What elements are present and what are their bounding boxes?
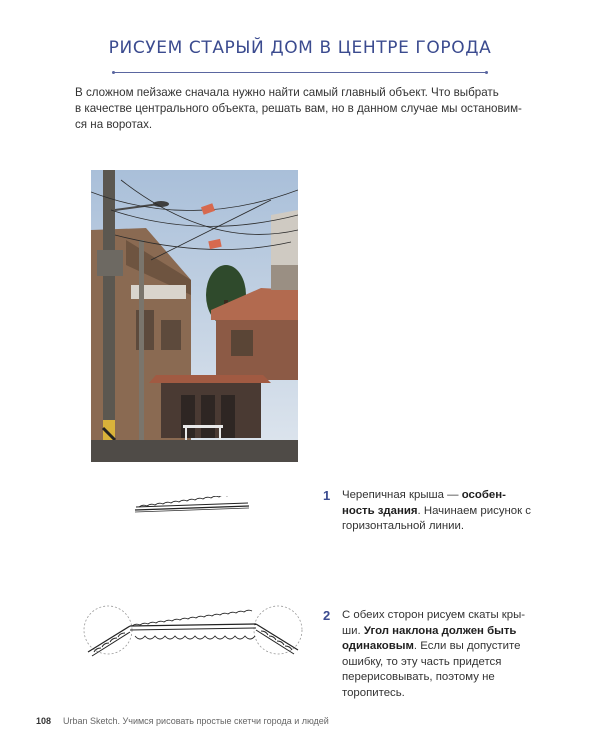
step-text-part: Черепичная крыша —: [342, 489, 462, 501]
step-number: 1: [323, 488, 331, 503]
page-title: РИСУЕМ СТАРЫЙ ДОМ В ЦЕНТРЕ ГОРОДА: [108, 38, 492, 58]
step-text-bold: Угол наклона должен быть одинаковым: [342, 624, 517, 652]
step-text: [342, 488, 533, 535]
intro-line: В сложном пейзаже сначала нужно найти самый главный объект. Что выбрать: [75, 86, 499, 99]
step-2: [323, 608, 533, 701]
step-number: 2: [323, 608, 331, 623]
page-number: 108: [36, 716, 52, 726]
step-text-part: . Начинаем рисунок с горизонтальной линии.: [342, 504, 531, 532]
street-photo-illustration: [91, 170, 298, 462]
intro-line: ся на воротах.: [75, 118, 153, 131]
intro-paragraph: [75, 85, 530, 133]
title-divider: [114, 72, 486, 73]
step-1: [323, 488, 533, 535]
intro-line: в качестве центрального объекта, решать вам, но в данном случае мы остановим-: [75, 102, 522, 115]
step-text-bold: особен-ность здания: [342, 489, 506, 517]
step-text-part: С обеих сторон рисуем скаты кры-ши.: [342, 609, 526, 637]
page-footer: [36, 716, 329, 726]
book-title: Urban Sketch. Учимся рисовать простые скетчи города и людей: [63, 716, 329, 726]
roof-line-sketch: [133, 496, 251, 516]
street-photo: [91, 170, 298, 462]
step-text-part: . Если вы допустите ошибку, то эту часть придется перерисовывать, поэтому не торопитесь.: [342, 640, 521, 699]
step-text: [342, 608, 533, 701]
roof-slopes-sketch: [80, 600, 310, 670]
